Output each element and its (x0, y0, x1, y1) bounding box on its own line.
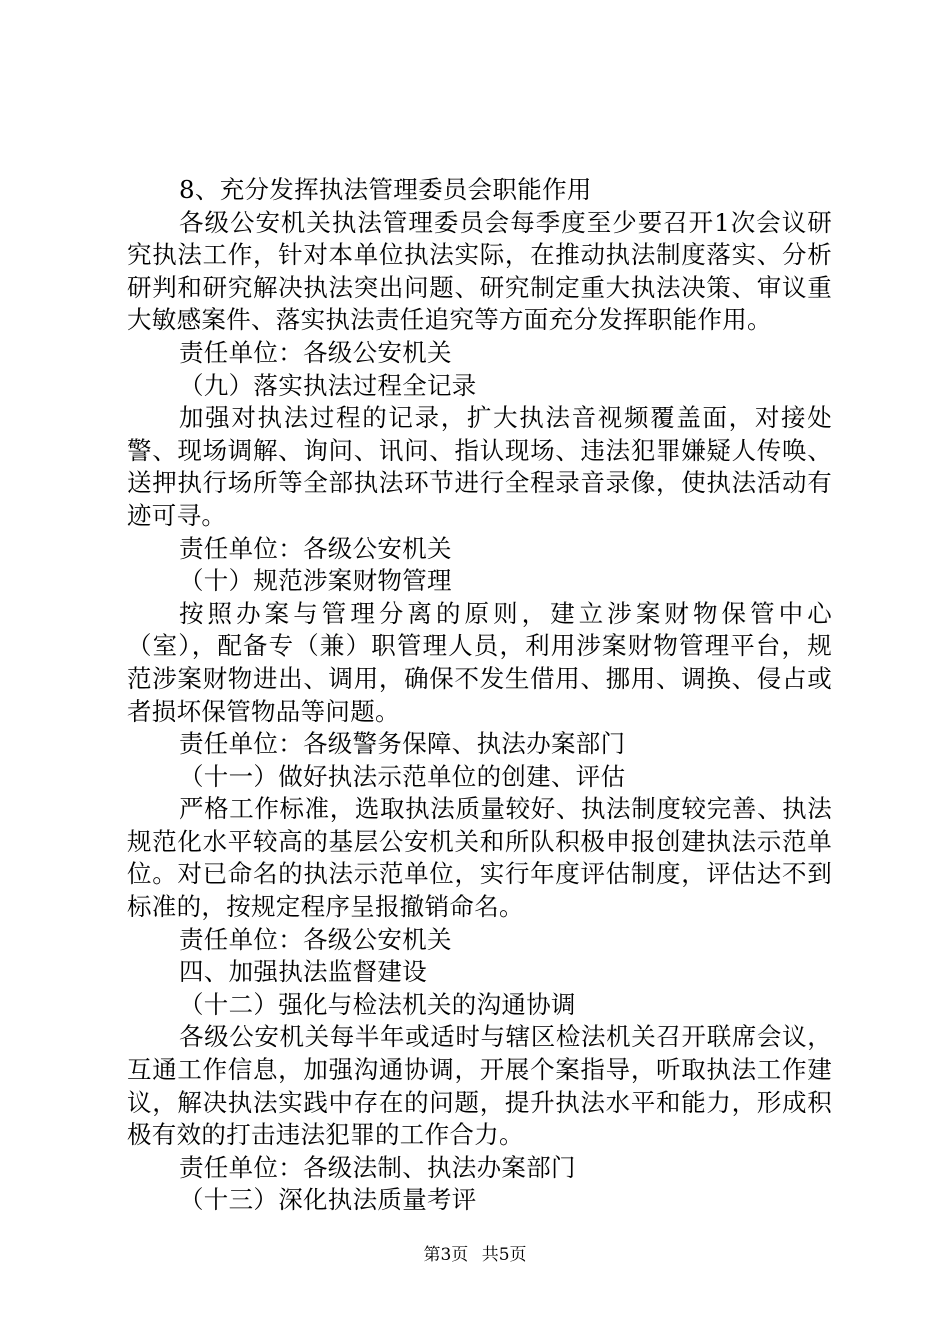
body-paragraph: 加强对执法过程的记录，扩大执法音视频覆盖面，对接处警、现场调解、询问、讯问、指认现场、违法犯罪嫌疑人传唤、送押执行场所等全部执法环节进行全程录音录像，使执法活动有迹可寻。 (127, 403, 832, 530)
section-heading: （九）落实执法过程全记录 (179, 370, 477, 400)
responsibility-line: 责任单位：各级公安机关 (179, 337, 452, 367)
section-heading: （十）规范涉案财物管理 (179, 566, 452, 596)
page-number: 第3页 (423, 1245, 469, 1265)
responsibility-line: 责任单位：各级公安机关 (179, 533, 452, 563)
section-heading: 8、充分发挥执法管理委员会职能作用 (179, 175, 592, 204)
body-paragraph: 按照办案与管理分离的原则，建立涉案财物保管中心（室），配备专（兼）职管理人员，利用涉案财物管理平台，规范涉案财物进出、调用，确保不发生借用、挪用、调换、侵占或者损坏保管物品等问题。 (127, 598, 832, 726)
chapter-heading: 四、加强执法监督建设 (179, 957, 427, 987)
section-heading: （十二）强化与检法机关的沟通协调 (179, 989, 576, 1019)
page-footer (0, 1244, 950, 1266)
body-paragraph: 严格工作标准，选取执法质量较好、执法制度较完善、执法规范化水平较高的基层公安机关和所队积极申报创建执法示范单位。对已命名的执法示范单位，实行年度评估制度，评估达不到标准的，按规定程序呈报撤销命名。 (127, 794, 832, 922)
body-paragraph: 各级公安机关执法管理委员会每季度至少要召开1次会议研究执法工作，针对本单位执法实际，在推动执法制度落实、分析研判和研究解决执法突出问题、研究制定重大执法决策、审议重大敏感案件、落实执法责任追究等方面充分发挥职能作用。 (127, 207, 832, 335)
document-body (127, 174, 832, 1217)
body-paragraph: 各级公安机关每半年或适时与辖区检法机关召开联席会议，互通工作信息，加强沟通协调，开展个案指导，听取执法工作建议，解决执法实践中存在的问题，提升执法水平和能力，形成积极有效的打击违法犯罪的工作合力。 (127, 1022, 832, 1150)
page-total: 共5页 (481, 1245, 527, 1265)
section-heading: （十一）做好执法示范单位的创建、评估 (179, 761, 626, 791)
responsibility-line: 责任单位：各级法制、执法办案部门 (179, 1152, 576, 1182)
responsibility-line: 责任单位：各级公安机关 (179, 924, 452, 954)
responsibility-line: 责任单位：各级警务保障、执法办案部门 (179, 729, 626, 759)
section-heading: （十三）深化执法质量考评 (179, 1185, 477, 1215)
